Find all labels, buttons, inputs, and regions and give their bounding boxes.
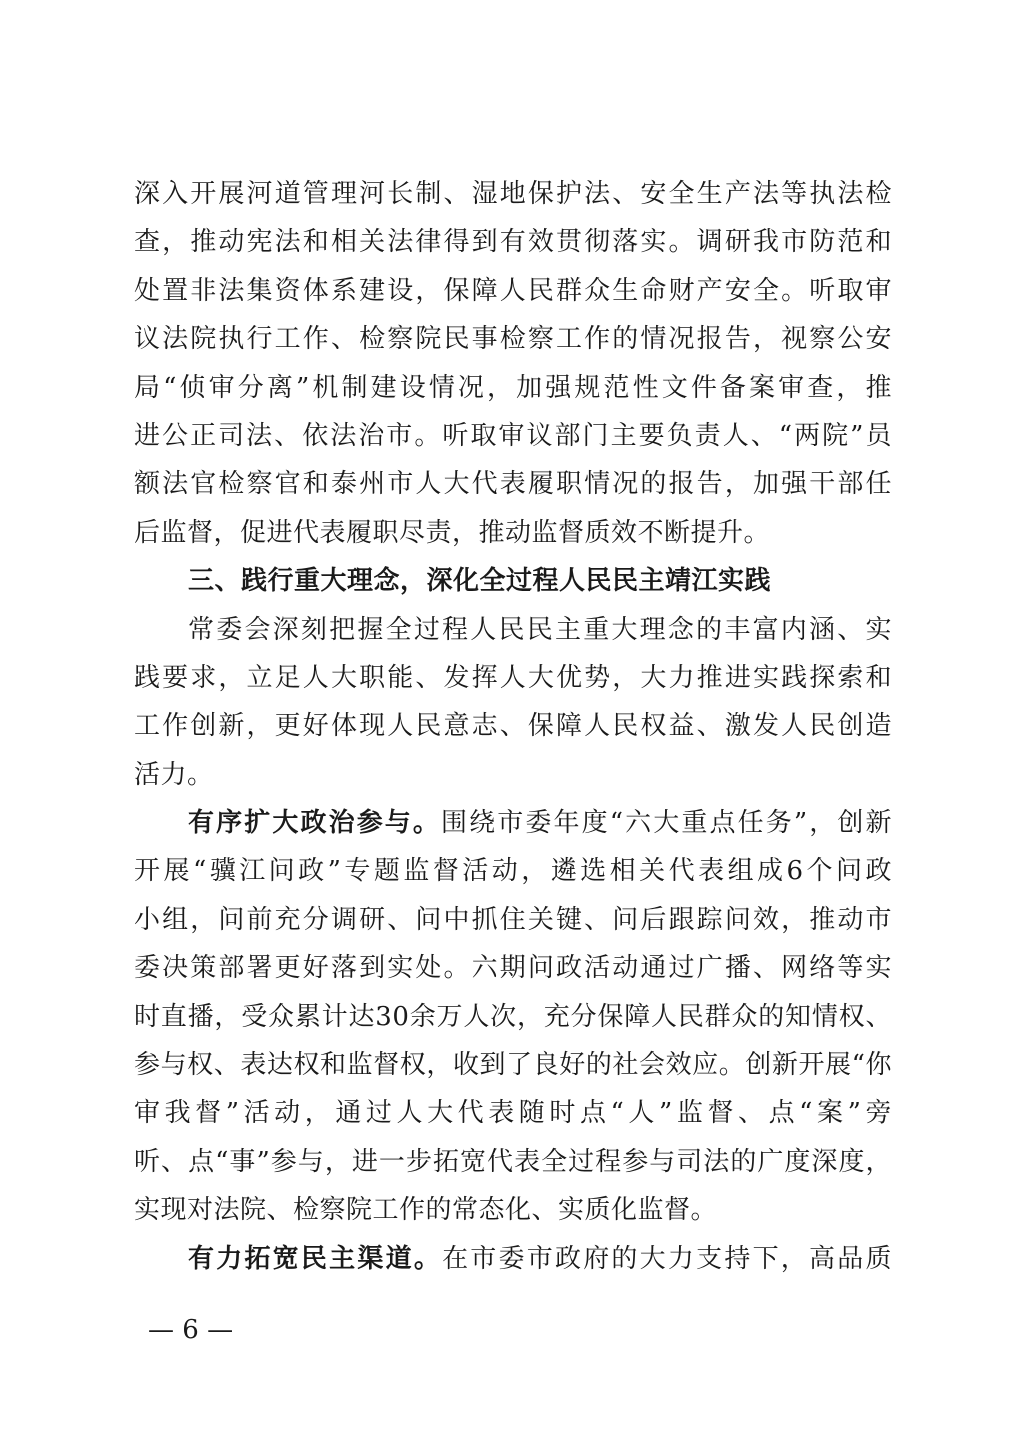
text-line: 实现对法院、检察院工作的常态化、实质化监督。 (134, 1195, 718, 1226)
text-line: 委决策部署更好落到实处。六期问政活动通过广播、网络等实 (134, 953, 892, 984)
text-line: 深入开展河道管理河长制、湿地保护法、安全生产法等执法检 (134, 179, 892, 209)
section-heading: 三、践行重大理念，深化全过程人民民主靖江实践 (188, 566, 772, 597)
text-line: 查，推动宪法和相关法律得到有效贯彻落实。调研我市防范和 (134, 227, 892, 258)
text-line: 时直播，受众累计达30余万人次，充分保障人民群众的知情权、 (134, 1001, 892, 1032)
text-run: 在市委市政府的大力支持下，高品质 (442, 1243, 892, 1274)
text-line (134, 799, 892, 847)
text-line: 进公正司法、依法治市。听取审议部门主要负责人、“两院”员 (134, 420, 892, 451)
page-number: — 6 — (148, 1315, 234, 1345)
text-line: 小组，问前充分调研、问中抓住关键、问后跟踪问效，推动市 (134, 904, 892, 935)
paragraph-lead: 有序扩大政治参与。 (188, 808, 442, 839)
text-line: 参与权、表达权和监督权，收到了良好的社会效应。创新开展“你 (134, 1050, 892, 1081)
text-line: 审我督”活动，通过人大代表随时点“人”监督、点“案”旁 (134, 1098, 892, 1129)
text-line: 议法院执行工作、检察院民事检察工作的情况报告，视察公安 (134, 324, 892, 355)
text-run: 围绕市委年度“六大重点任务”，创新 (441, 808, 892, 839)
text-line: 听、点“事”参与，进一步拓宽代表全过程参与司法的广度深度， (134, 1146, 892, 1177)
text-line: 后监督，促进代表履职尽责，推动监督质效不断提升。 (134, 517, 771, 548)
text-line: 处置非法集资体系建设，保障人民群众生命财产安全。听取审 (134, 275, 892, 306)
paragraph-lead: 有力拓宽民主渠道。 (188, 1243, 443, 1274)
text-line: 开展“骥江问政”专题监督活动，遴选相关代表组成6个问政 (134, 856, 892, 887)
text-line: 额法官检察官和泰州市人大代表履职情况的报告，加强干部任 (134, 469, 892, 500)
text-line: 践要求，立足人大职能、发挥人大优势，大力推进实践探索和 (134, 662, 892, 693)
text-line (134, 1235, 892, 1283)
text-line: 活力。 (134, 759, 214, 790)
text-line: 局“侦审分离”机制建设情况，加强规范性文件备案审查，推 (134, 372, 892, 403)
text-line: 常委会深刻把握全过程人民民主重大理念的丰富内涵、实 (188, 614, 892, 645)
body-text (134, 170, 892, 1283)
text-line: 工作创新，更好体现人民意志、保障人民权益、激发人民创造 (134, 711, 892, 742)
